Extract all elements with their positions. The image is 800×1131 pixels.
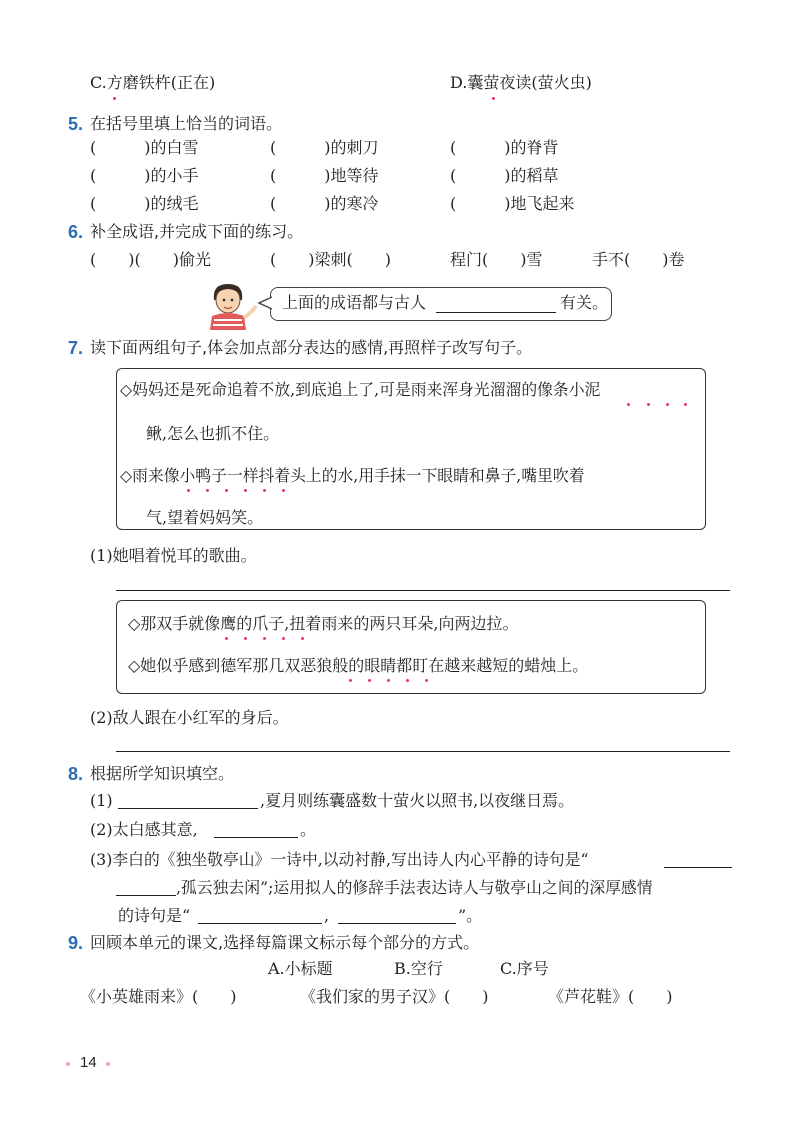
q4-option-c: C.方磨铁杵(正在): [90, 73, 216, 92]
fill-text: 的诗句是“: [118, 906, 191, 925]
emphasis-dot: [187, 489, 190, 492]
emphasis-dot: [244, 489, 247, 492]
q6-number: 6.: [68, 222, 84, 242]
fill-prefix: (1): [90, 791, 113, 810]
bubble-text-before: 上面的成语都与古人: [282, 293, 427, 312]
page-number: 14: [80, 1054, 97, 1071]
lesson-title: 《小英雄雨来》( ): [80, 987, 237, 1006]
lesson-title: 《芦花鞋》( ): [548, 987, 673, 1006]
example-sentence: ◇她似乎感到德军那几双恶狼般的眼睛都盯在越来越短的蜡烛上。: [128, 656, 589, 675]
fill-text: (3)李白的《独坐敬亭山》一诗中,以动衬静,写出诗人内心平静的诗句是“: [90, 850, 589, 869]
q9-number: 9.: [68, 933, 84, 953]
q8-number: 8.: [68, 764, 84, 784]
bubble-tail: [258, 296, 274, 310]
q5-number: 5.: [68, 114, 84, 134]
q5-blank: ( )的稻草: [450, 166, 559, 185]
emphasis-dot: [425, 679, 428, 682]
q5-title: 在括号里填上恰当的词语。: [90, 114, 283, 133]
idiom-item: ( )( )偷光: [90, 250, 211, 269]
q9-title: 回顾本单元的课文,选择每篇课文标示每个部分的方式。: [90, 933, 480, 952]
q5-blank: ( )的小手: [90, 166, 199, 185]
emphasis-dot: [627, 403, 630, 406]
answer-blank: [436, 312, 556, 313]
q4-option-d: D.囊萤夜读(萤火虫): [450, 73, 592, 92]
idiom-item: 手不( )卷: [592, 250, 685, 269]
bubble-text-after: 有关。: [560, 293, 609, 312]
fill-text: (2)太白感其意,: [90, 820, 198, 839]
emphasis-dot: [368, 679, 371, 682]
emphasis-dot: [387, 679, 390, 682]
example-sentence: ◇妈妈还是死命追着不放,到底追上了,可是雨来浑身光溜溜的像条小泥: [120, 380, 601, 399]
emphasis-dot: [282, 489, 285, 492]
emphasis-dot: [647, 403, 650, 406]
page-dot: [106, 1062, 110, 1066]
q5-blank: ( )的脊背: [450, 138, 559, 157]
example-sentence: ◇雨来像小鸭子一样抖着头上的水,用手抹一下眼睛和鼻子,嘴里吹着: [120, 466, 585, 485]
emphasis-dot: [244, 637, 247, 640]
answer-blank: [198, 923, 322, 924]
answer-blank: [338, 923, 456, 924]
idiom-item: 程门( )雪: [450, 250, 543, 269]
fill-text: ”。: [458, 906, 483, 925]
emphasis-dot: [282, 637, 285, 640]
q7-number: 7.: [68, 338, 84, 358]
fill-text: ,: [324, 906, 330, 925]
q7-title: 读下面两组句子,体会加点部分表达的感情,再照样子改写句子。: [90, 338, 533, 357]
emphasis-dot: [301, 637, 304, 640]
answer-blank: [116, 895, 176, 896]
rewrite-prompt-2: (2)敌人跟在小红军的身后。: [90, 708, 289, 727]
emphasis-dot: [206, 489, 209, 492]
emphasis-dot: [113, 97, 116, 100]
answer-line: [116, 751, 730, 752]
page-dot: [66, 1062, 70, 1066]
q5-blank: ( )的白雪: [90, 138, 199, 157]
q5-blank: ( )地等待: [270, 166, 379, 185]
emphasis-dot: [263, 489, 266, 492]
q6-title: 补全成语,并完成下面的练习。: [90, 222, 304, 241]
rewrite-prompt-1: (1)她唱着悦耳的歌曲。: [90, 546, 257, 565]
emphasis-dot: [225, 489, 228, 492]
fill-text: ,夏月则练囊盛数十萤火以照书,以夜继日焉。: [260, 791, 575, 810]
choice-option: A.小标题: [268, 959, 333, 978]
fill-text: 。: [300, 820, 317, 839]
emphasis-dot: [263, 637, 266, 640]
emphasis-dot: [492, 97, 495, 100]
emphasis-dot: [349, 679, 352, 682]
emphasis-dot: [666, 403, 669, 406]
fill-text: ,孤云独去闲”;运用拟人的修辞手法表达诗人与敬亭山之间的深厚感情: [176, 878, 653, 897]
lesson-title: 《我们家的男子汉》( ): [300, 987, 489, 1006]
idiom-item: ( )梁刺( ): [270, 250, 391, 269]
boy-illustration: [200, 278, 262, 330]
answer-blank: [214, 837, 298, 838]
answer-blank: [664, 867, 732, 868]
emphasis-dot: [406, 679, 409, 682]
q8-title: 根据所学知识填空。: [90, 764, 235, 783]
emphasis-dot: [225, 637, 228, 640]
answer-line: [116, 590, 730, 591]
q5-blank: ( )的寒冷: [270, 194, 379, 213]
example-sentence: 气,望着妈妈笑。: [146, 508, 264, 527]
q5-blank: ( )的刺刀: [270, 138, 379, 157]
example-sentence: 鳅,怎么也抓不住。: [146, 424, 280, 443]
emphasis-dot: [684, 403, 687, 406]
example-sentence: ◇那双手就像鹰的爪子,扭着雨来的两只耳朵,向两边拉。: [128, 614, 519, 633]
q5-blank: ( )的绒毛: [90, 194, 199, 213]
choice-option: C.序号: [500, 959, 549, 978]
answer-blank: [118, 808, 258, 809]
choice-option: B.空行: [394, 959, 443, 978]
q5-blank: ( )地飞起来: [450, 194, 575, 213]
